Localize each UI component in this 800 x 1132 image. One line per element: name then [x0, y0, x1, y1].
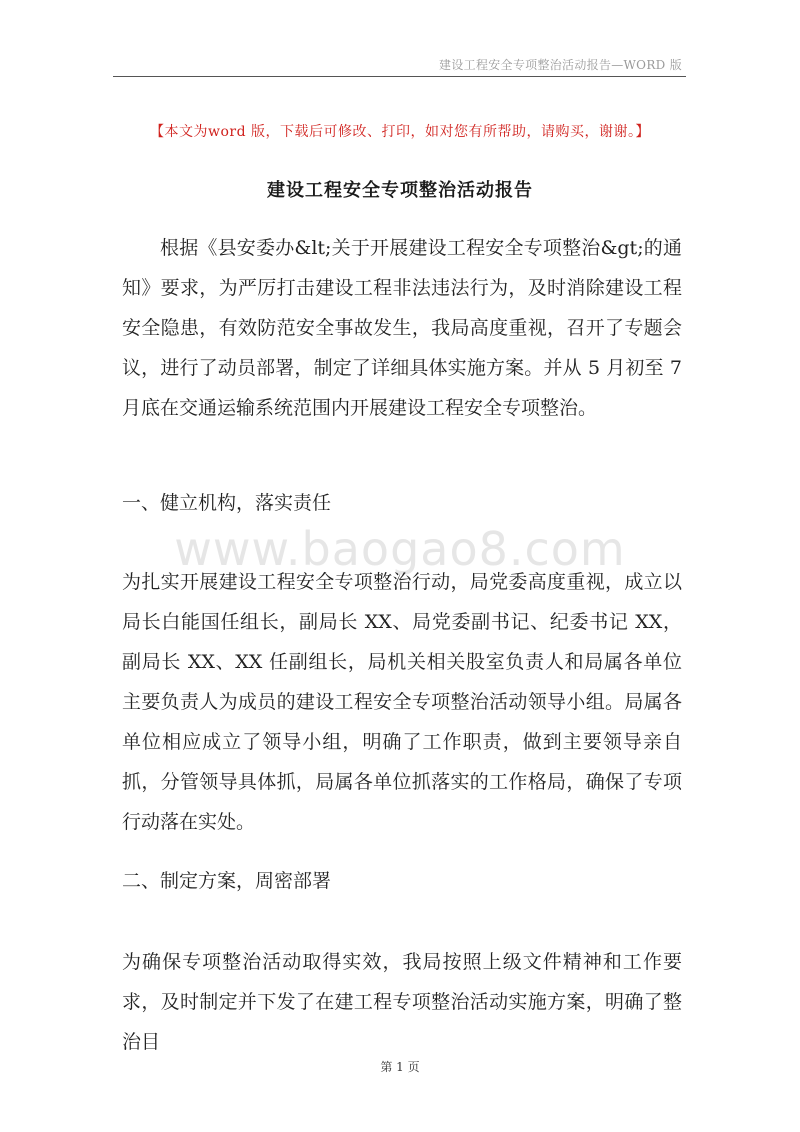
site-watermark: www.baogao8.com — [174, 522, 626, 576]
page-number: 第 1 页 — [380, 1060, 420, 1074]
section-2-paragraph: 为确保专项整治活动取得实效，我局按照上级文件精神和工作要求，及时制定并下发了在建工程专项整治活动实施方案，明确了整治目 — [122, 951, 682, 1053]
header-divider — [113, 76, 686, 77]
intro-paragraph: 根据《县安委办&lt;关于开展建设工程安全专项整治&gt;的通知》要求，为严厉打击建设工程非法违法行为，及时消除建设工程安全隐患，有效防范安全事故发生，我局高度重视，召开了专题会议，进行了动员部署，制定了详细具体实施方案。并从 5 月初至 7 月底在交通运输系统范围内开展建设工程安全专项整治。 — [122, 237, 682, 419]
section-1-heading: 一、健立机构，落实责任 — [122, 492, 332, 514]
purchase-notice: 【本文为word 版，下载后可修改、打印，如对您有所帮助，请购买，谢谢。】 — [149, 124, 650, 140]
section-1-paragraph: 为扎实开展建设工程安全专项整治行动，局党委高度重视，成立以局长白能国任组长，副局长 XX、局党委副书记、纪委书记 XX，副局长 XX、XX 任副组长，局机关相关股室负责人和局属各单位主要负责人为成员的建设工程安全专项整治活动领导小组。局属各单位相应成立了领导小组，明确了工作职责，做到主要领导亲自抓，分管领导具体抓，局属各单位抓落实的工作格局，确保了专项行动落在实处。 — [122, 571, 682, 833]
section-2-heading: 二、制定方案，周密部署 — [122, 870, 332, 892]
running-header: 建设工程安全专项整治活动报告—WORD 版 — [439, 58, 682, 72]
document-title: 建设工程安全专项整治活动报告 — [267, 180, 533, 201]
